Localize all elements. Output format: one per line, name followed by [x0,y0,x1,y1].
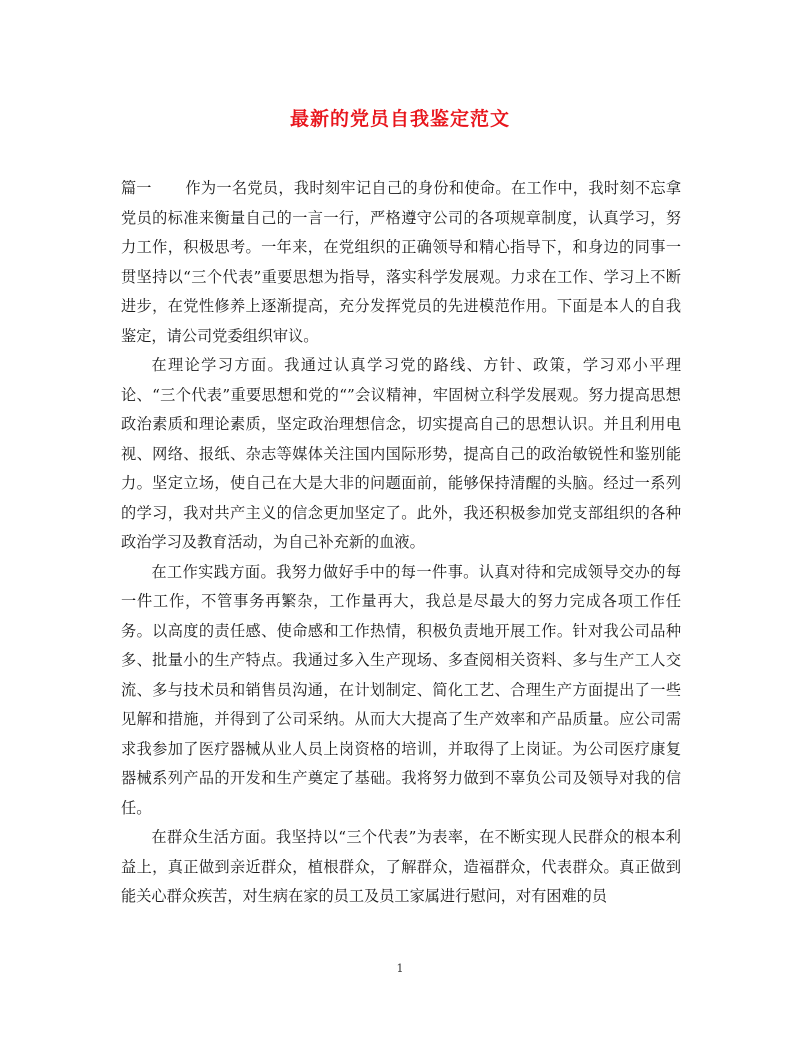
page-number: 1 [396,962,404,975]
chapter-label: 篇一 [121,179,152,197]
paragraph-3: 在工作实践方面。我努力做好手中的每一件事。认真对待和完成领导交办的每一件工作，不管事务再繁杂，工作量再大，我总是尽最大的努力完成各项工作任务。以高度的责任感、使命感和工作热情，积极负责地开展工作。针对我公司品种多、批量小的生产特点。我通过多入生产现场、多查阅相关资料、多与生产工人交流、多与技术员和销售员沟通，在计划制定、简化工艺、合理生产方面提出了一些见解和措施，并得到了公司采纳。从而大大提高了生产效率和产品质量。应公司需求我参加了医疗器械从业人员上岗资格的培训，并取得了上岗证。为公司医疗康复器械系列产品的开发和生产奠定了基础。我将努力做到不辜负公司及领导对我的信任。 [121,562,681,817]
document-title: 最新的党员自我鉴定范文 [289,108,510,130]
paragraph-2: 在理论学习方面。我通过认真学习党的路线、方针、政策，学习邓小平理论、“三个代表”重要思想和党的“”会议精神，牢固树立科学发展观。努力提高思想政治素质和理论素质，坚定政治理想信念，切实提高自己的思想认识。并且利用电视、网络、报纸、杂志等媒体关注国内国际形势，提高自己的政治敏锐性和鉴别能力。坚定立场，使自己在大是大非的问题面前，能够保持清醒的头脑。经过一系列的学习，我对共产主义的信念更加坚定了。此外，我还积极参加党支部组织的各种政治学习及教育活动，为自己补充新的血液。 [121,356,681,551]
paragraph-4: 在群众生活方面。我坚持以“三个代表”为表率，在不断实现人民群众的根本利益上，真正做到亲近群众，植根群众，了解群众，造福群众，代表群众。真正做到能关心群众疾苦，对生病在家的员工及员工家属进行慰问，对有困难的员 [121,828,681,905]
paragraph-1-text: 作为一名党员，我时刻牢记自己的身份和使命。在工作中，我时刻不忘拿党员的标准来衡量自己的一言一行，严格遵守公司的各项规章制度，认真学习，努力工作，积极思考。一年来，在党组织的正确领导和精心指导下，和身边的同事一贯坚持以“三个代表”重要思想为指导，落实科学发展观。力求在工作、学习上不断进步，在党性修养上逐渐提高，充分发挥党员的先进模范作用。下面是本人的自我鉴定，请公司党委组织审议。 [121,179,681,345]
document-body [121,174,681,912]
paragraph-1 [121,174,681,351]
